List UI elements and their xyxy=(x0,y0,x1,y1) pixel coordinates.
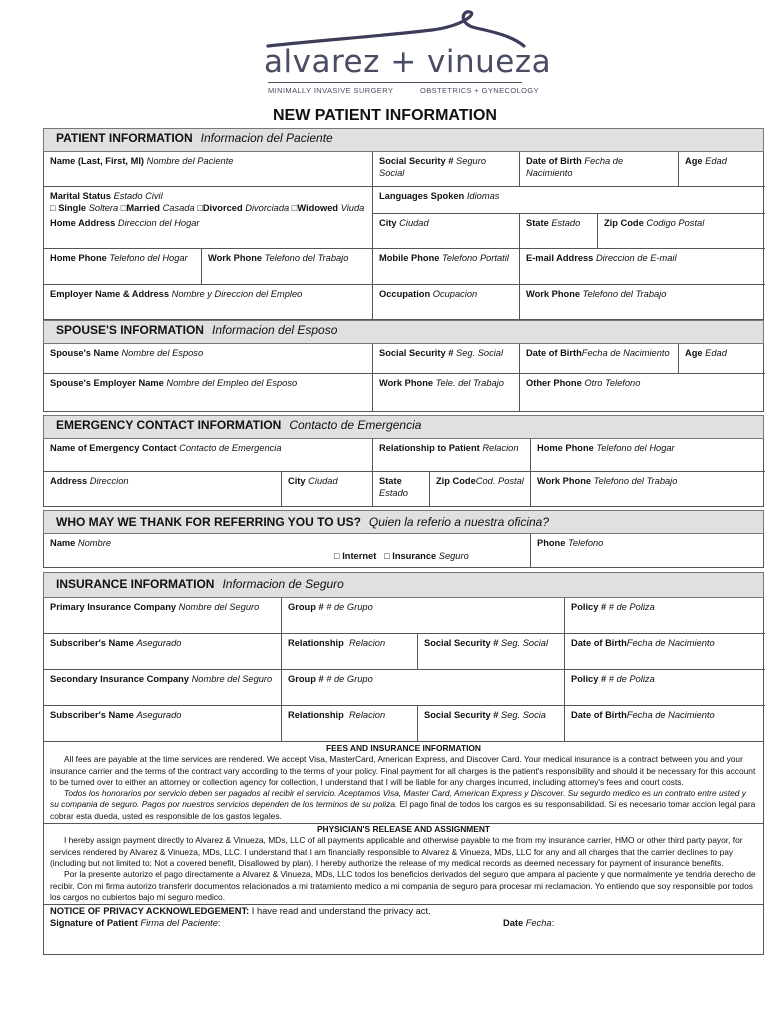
label-es: Telefono del Trabajo xyxy=(593,476,678,486)
label-es: Cod. Postal xyxy=(475,476,524,486)
label: Policy # xyxy=(571,674,607,684)
emergency-header-es: Contacto de Emergencia xyxy=(289,418,422,432)
label-es: Firma del Paciente xyxy=(140,918,218,929)
label-es: Relacion xyxy=(348,710,386,720)
logo-right-tag: OBSTETRICS + GYNECOLOGY xyxy=(420,86,540,95)
label: City xyxy=(379,218,397,228)
emergency-section-header xyxy=(43,415,764,439)
fees-text-es-2: El pago final de todos los cargos es su responsabilidad. Si es necesario tomar accion legal para cobrar esta dueda, usted es responsible de los gastos legales. xyxy=(50,799,756,821)
subscriber2-name-field[interactable] xyxy=(44,706,282,742)
fees-title: FEES AND INSURANCE INFORMATION xyxy=(326,743,481,753)
label: Name xyxy=(50,538,76,548)
label-es: Telefono del Trabajo xyxy=(582,289,667,299)
label: Social Security # xyxy=(379,348,454,358)
label: Work Phone xyxy=(537,476,592,486)
label-es: Telefono del Trabajo xyxy=(264,253,349,263)
label: Relationship to Patient xyxy=(379,443,480,453)
label-es: Telefono xyxy=(568,538,604,548)
label: Name (Last, First, MI) xyxy=(50,156,145,166)
label: Other Phone xyxy=(526,378,582,388)
fees-text-en: All fees are payable at the time services are rendered. We accept Visa, MasterCard, American Express, and Discover Card. Your medical insurance is a contract between you and your insurance carrier and the terms of the contract vary according to the terms of your policy. Final payment for all charges is the patient's responsibility and should it be necessary for this account to be turned over to either an attorney or collection agency for collection, I understand that I will be liable for any charges incurred, including attorney's fees and court costs. xyxy=(50,754,756,787)
fees-text-es-1: Todos los honorarios por servicio deben ser pagados al recibir el servicio. Aceptamos Visa, Master Card, American Express y Discover. Su segurdo medico es un contrato entre usted y su compania de seguro. Pagos por nuestros servicios dependen de los terminos de su poliza. xyxy=(50,788,746,810)
label-es: Telefono del Hogar xyxy=(596,443,675,453)
emergency-address-field[interactable] xyxy=(44,472,282,507)
emergency-workphone-field[interactable] xyxy=(531,472,765,507)
label-es: Ocupacion xyxy=(432,289,478,299)
fees-release-block xyxy=(43,742,764,955)
label-es: Nombre xyxy=(77,538,111,548)
label-es: Contacto de Emergencia xyxy=(179,443,282,453)
patient-occupation-field[interactable] xyxy=(373,285,520,320)
spouse-name-field[interactable] xyxy=(44,344,373,374)
label-es: Divorciada xyxy=(245,203,290,213)
label-es: # de Grupo xyxy=(326,674,373,684)
label: Married xyxy=(126,203,160,213)
subscriber-ssn-field[interactable] xyxy=(418,634,565,670)
label-es: Nombre del Empleo del Esposo xyxy=(166,378,298,388)
patient-languages-field[interactable] xyxy=(373,187,765,214)
label: Zip Code xyxy=(436,476,476,486)
emergency-table xyxy=(43,439,764,507)
patient-email-field[interactable] xyxy=(520,249,765,285)
privacy-label: NOTICE OF PRIVACY ACKNOWLEDGEMENT: xyxy=(50,906,250,917)
label-es: Estado xyxy=(379,488,408,498)
patient-workphone2-field[interactable] xyxy=(520,285,765,320)
spouse-table xyxy=(43,344,764,412)
spouse-header-en: SPOUSE'S INFORMATION xyxy=(56,323,204,337)
label-es: Nombre del Paciente xyxy=(146,156,234,166)
label-es: Asegurado xyxy=(136,638,182,648)
label: Phone xyxy=(537,538,566,548)
label: Social Security # xyxy=(424,710,499,720)
patient-homephone-field[interactable] xyxy=(44,249,202,285)
policy-number-field[interactable] xyxy=(565,598,765,634)
label: Languages Spoken xyxy=(379,191,465,201)
label-es: Edad xyxy=(705,156,727,166)
signature-line xyxy=(50,917,757,929)
patient-city-field[interactable] xyxy=(373,214,520,249)
spouse-ssn-field[interactable] xyxy=(373,344,520,374)
release-title: PHYSICIAN'S RELEASE AND ASSIGNMENT xyxy=(316,824,491,835)
label-es: Nombre y Direccion del Empleo xyxy=(171,289,303,299)
label-es: Codigo Postal xyxy=(646,218,705,228)
label: Date xyxy=(503,918,524,929)
label-es: Direccion de E-mail xyxy=(595,253,677,263)
logo-left-tag: MINIMALLY INVASIVE SURGERY xyxy=(268,86,394,95)
label-es: Direccion del Hogar xyxy=(117,218,200,228)
patient-name-field[interactable] xyxy=(44,152,373,187)
referral-table xyxy=(43,534,764,568)
label: State xyxy=(379,476,402,486)
spouse-header-es: Informacion del Esposo xyxy=(211,323,338,337)
single-checkbox[interactable]: □ Single Soltera xyxy=(50,203,119,213)
emergency-state-field[interactable] xyxy=(373,472,430,507)
date-field[interactable]: Date Fecha: xyxy=(503,918,555,929)
insurance-header-en: INSURANCE INFORMATION xyxy=(56,577,215,591)
patient-state-field[interactable] xyxy=(520,214,598,249)
label: Primary Insurance Company xyxy=(50,602,177,612)
label: Single xyxy=(58,203,87,213)
divorced-checkbox[interactable]: □Divorced Divorciada xyxy=(197,203,290,213)
spouse-dob-field[interactable] xyxy=(520,344,679,374)
patient-marital-field xyxy=(44,187,373,214)
label: Widowed xyxy=(297,203,339,213)
logo xyxy=(262,6,552,96)
label: Subscriber's Name xyxy=(50,638,134,648)
emergency-city-field[interactable] xyxy=(282,472,373,507)
married-checkbox[interactable]: □Married Casada xyxy=(120,203,195,213)
label-es: Viuda xyxy=(340,203,365,213)
subscriber2-ssn-field[interactable] xyxy=(418,706,565,742)
subscriber2-dob-field[interactable] xyxy=(565,706,765,742)
emergency-relationship-field[interactable] xyxy=(373,439,531,472)
insurance-section-header xyxy=(43,572,764,598)
label-es: Ciudad xyxy=(399,218,429,228)
label-es: Seg. Social xyxy=(456,348,504,358)
patient-section-header xyxy=(43,128,764,152)
label-es: # de Poliza xyxy=(608,674,655,684)
primary-insurance-field[interactable] xyxy=(44,598,282,634)
patient-employer-field[interactable] xyxy=(44,285,373,320)
privacy-text: I have read and understand the privacy act. xyxy=(251,906,431,917)
patient-dob-field[interactable] xyxy=(520,152,679,187)
label-es: Otro Telefono xyxy=(584,378,641,388)
signature-field[interactable]: Signature of Patient Firma del Paciente: xyxy=(50,918,221,929)
release-text-en: I hereby assign payment directly to Alvarez & Vinueza, MDs, LLC of all payments applicable and otherwise payable to me from my insurance carrier, HMO or other third party payor, for services rendered by Alvarez & Vinueza, MDs, LLC. I understand that I am financially responsible to Alvarez & Vinueza, MDs, LLC for any and all charges that the carrier declines to pay (including but not limited to: Not a covered benefit, Disallowed by plan). I hereby authorize the release of my medical records as deemed necessary for payment of insurance benefits. xyxy=(50,835,743,868)
label-es: Fecha de Nacimiento xyxy=(581,348,670,358)
group-number-field[interactable] xyxy=(282,598,565,634)
label: Home Phone xyxy=(50,253,107,263)
label: Occupation xyxy=(379,289,431,299)
label-es: Fecha de Nacimiento xyxy=(626,710,715,720)
referral-options xyxy=(334,551,469,561)
emergency-homephone-field[interactable] xyxy=(531,439,765,472)
insurance-table xyxy=(43,598,764,742)
label-es: Edad xyxy=(705,348,727,358)
patient-zip-field[interactable] xyxy=(598,214,765,249)
label: Spouse's Employer Name xyxy=(50,378,164,388)
label: Age xyxy=(685,156,703,166)
label-es: Estado xyxy=(551,218,581,228)
label-es: Nombre del Seguro xyxy=(191,674,273,684)
label-es: Soltera xyxy=(88,203,119,213)
label-es: Nombre del Seguro xyxy=(178,602,260,612)
spouse-section-header xyxy=(43,320,764,344)
label: Spouse's Name xyxy=(50,348,119,358)
patient-workphone-field[interactable] xyxy=(202,249,373,285)
spouse-employer-field[interactable] xyxy=(44,374,373,412)
label: Policy # xyxy=(571,602,607,612)
label-es: # de Poliza xyxy=(608,602,655,612)
label-es: Ciudad xyxy=(308,476,338,486)
label: Work Phone xyxy=(379,378,434,388)
label: Work Phone xyxy=(526,289,581,299)
label-es: Seg. Socia xyxy=(501,710,546,720)
page-title: NEW PATIENT INFORMATION xyxy=(273,107,497,124)
label: Marital Status xyxy=(50,191,111,201)
label-es: Estado Civil xyxy=(113,191,163,201)
label: Address xyxy=(50,476,88,486)
label: Zip Code xyxy=(604,218,644,228)
label-es: Relacion xyxy=(482,443,519,453)
label-es: Telefono del Hogar xyxy=(109,253,188,263)
label: Internet xyxy=(342,551,377,561)
label-es: Casada xyxy=(162,203,195,213)
label: Mobile Phone xyxy=(379,253,440,263)
label: Home Phone xyxy=(537,443,594,453)
patient-table xyxy=(43,152,764,320)
emergency-header-en: EMERGENCY CONTACT INFORMATION xyxy=(56,418,282,432)
spouse-otherphone-field[interactable] xyxy=(520,374,765,412)
label: Signature of Patient xyxy=(50,918,138,929)
label: Relationship xyxy=(288,638,344,648)
patient-header-en: PATIENT INFORMATION xyxy=(56,131,193,145)
label-es: Fecha xyxy=(525,918,552,929)
referral-header-es: Quien la referio a nuestra oficina? xyxy=(368,515,550,529)
label-es: Seguro xyxy=(438,551,469,561)
label: Secondary Insurance Company xyxy=(50,674,189,684)
label: Group # xyxy=(288,602,324,612)
logo-name: alvarez + vinueza xyxy=(264,44,552,80)
label: Date of Birth xyxy=(571,638,627,648)
policy-number2-field[interactable] xyxy=(565,670,765,706)
subscriber-dob-field[interactable] xyxy=(565,634,765,670)
label: Relationship xyxy=(288,710,344,720)
label: City xyxy=(288,476,306,486)
label: Insurance xyxy=(392,551,437,561)
referral-header-en: WHO MAY WE THANK FOR REFERRING YOU TO US? xyxy=(56,515,361,529)
emergency-name-field[interactable] xyxy=(44,439,373,472)
insurance-header-es: Informacion de Seguro xyxy=(222,577,344,591)
label: Date of Birth xyxy=(571,710,627,720)
privacy-line xyxy=(50,905,757,917)
label: Subscriber's Name xyxy=(50,710,134,720)
patient-ssn-field[interactable] xyxy=(373,152,520,187)
logo-divider xyxy=(268,82,522,83)
label: Divorced xyxy=(202,203,243,213)
label: Group # xyxy=(288,674,324,684)
label: E-mail Address xyxy=(526,253,594,263)
spouse-workphone-field[interactable] xyxy=(373,374,520,412)
label: Date of Birth xyxy=(526,348,582,358)
patient-mobile-field[interactable] xyxy=(373,249,520,285)
label-es: Fecha de Nacimiento xyxy=(526,156,624,178)
label: Age xyxy=(685,348,703,358)
label-es: Telefono Portatil xyxy=(442,253,509,263)
patient-header-es: Informacion del Paciente xyxy=(200,131,333,145)
widowed-checkbox[interactable]: □Widowed Viuda xyxy=(291,203,365,213)
label-es: Tele. del Trabajo xyxy=(435,378,504,388)
label: Work Phone xyxy=(208,253,263,263)
patient-age-field[interactable] xyxy=(679,152,765,187)
label: Social Security # xyxy=(424,638,499,648)
group-number2-field[interactable] xyxy=(282,670,565,706)
subscriber-relationship-field[interactable] xyxy=(282,634,418,670)
label: Home Address xyxy=(50,218,116,228)
label: Name of Emergency Contact xyxy=(50,443,177,453)
patient-address-field[interactable] xyxy=(44,214,373,249)
referral-section-header xyxy=(43,510,764,534)
subscriber-name-field[interactable] xyxy=(44,634,282,670)
label: State xyxy=(526,218,549,228)
insurance-checkbox[interactable]: □ Insurance Seguro xyxy=(384,551,469,561)
label: Employer Name & Address xyxy=(50,289,170,299)
referral-phone-field[interactable] xyxy=(531,534,765,568)
secondary-insurance-field[interactable] xyxy=(44,670,282,706)
label: Social Security # xyxy=(379,156,454,166)
emergency-zip-field[interactable] xyxy=(430,472,531,507)
spouse-age-field[interactable] xyxy=(679,344,765,374)
internet-checkbox[interactable]: □ Internet xyxy=(334,551,377,561)
fees-text-es xyxy=(50,788,757,822)
label-es: # de Grupo xyxy=(326,602,373,612)
release-text-es: Por la presente autorizo el pago directamente a Alvarez & Vinueza, MDs, LLC todos los beneficios derivados del seguro que ampara al paciente y que normalmente ye tendria derecho de recibir. Con mi firma autorizo transferir documentos relacionados a mi tratamiento medico a mi compania de seguro para procesar mi reclamacion. Yo entiendo que soy responsible por todos los cargos no cubiertos bajo mi seguro medico. xyxy=(50,869,756,902)
label-es: Idiomas xyxy=(466,191,500,201)
label-es: Fecha de Nacimiento xyxy=(626,638,715,648)
label-es: Relacion xyxy=(348,638,386,648)
label: Date of Birth xyxy=(526,156,582,166)
subscriber2-relationship-field[interactable] xyxy=(282,706,418,742)
label-es: Direccion xyxy=(89,476,129,486)
label-es: Asegurado xyxy=(136,710,182,720)
label-es: Seg. Social xyxy=(501,638,549,648)
label-es: Seguro Social xyxy=(379,156,486,178)
label-es: Nombre del Esposo xyxy=(121,348,204,358)
